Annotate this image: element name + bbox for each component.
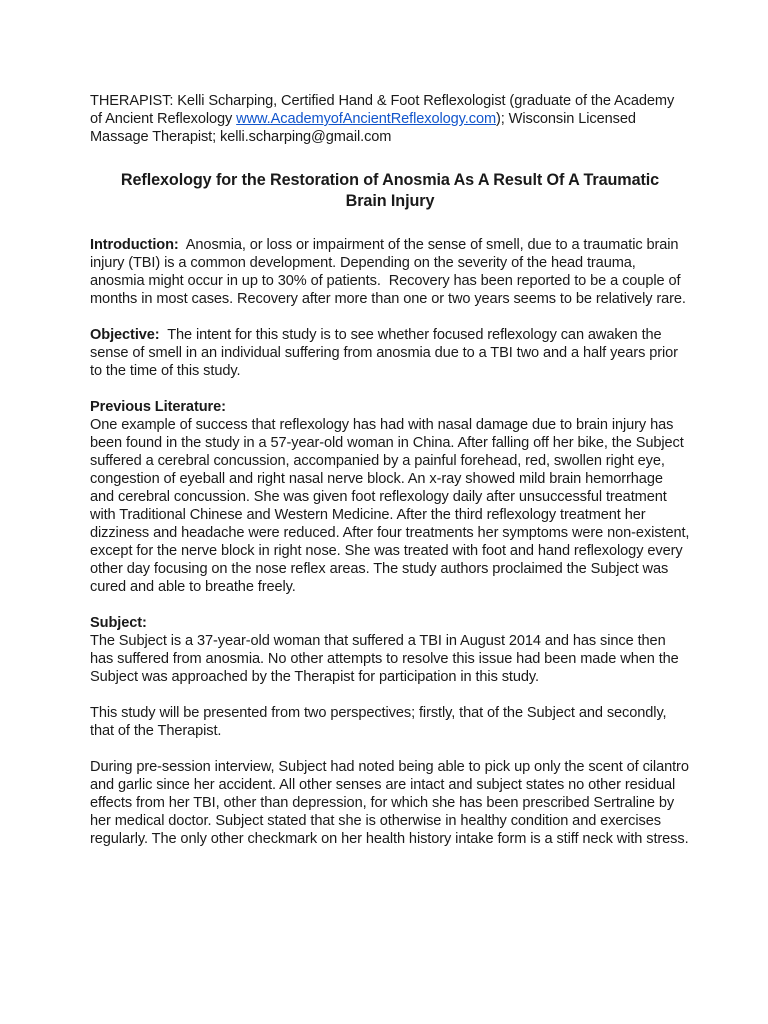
previous-literature-section — [90, 398, 690, 596]
introduction-text: Anosmia, or loss or impairment of the sense of smell, due to a traumatic brain injury (TBI) is a common development. Depending on the severity of the head trauma, anosmia might occur in up to 30% of patients. Recovery has been reported to be a couple of months in most cases. Recovery after more than one or two years seems to be relatively rare. — [90, 237, 686, 307]
previous-literature-heading: Previous Literature: — [90, 399, 226, 415]
previous-literature-text: One example of success that reflexology has had with nasal damage due to brain injury has been found in the study in a 57-year-old woman in China. After falling off her bike, the Subject suffered a cerebral concussion, accompanied by a painful forehead, red, swollen right eye, congestion of eyeball and right nasal nerve block. An x-ray showed mild brain hemorrhage and cerebral concussion. She was given foot reflexology daily after unsuccessful treatment with Traditional Chinese and Western Medicine. After the third reflexology treatment her dizziness and headache were reduced. After four treatments her symptoms were non-existent, except for the nerve block in right nose. She was treated with foot and hand reflexology every other day focusing on the nose reflex areas. The study authors proclaimed the Subject was cured and able to breathe freely. — [90, 417, 690, 595]
introduction-heading: Introduction: — [90, 237, 179, 253]
document-title: Reflexology for the Restoration of Anosmia As A Result Of A Traumatic Brain Injury — [120, 171, 660, 210]
objective-section — [90, 326, 690, 380]
therapist-info — [90, 92, 690, 146]
document-page — [90, 92, 690, 866]
subject-heading: Subject: — [90, 615, 147, 631]
subject-paragraph: This study will be presented from two perspectives; firstly, that of the Subject and secondly, that of the Therapist. — [90, 705, 667, 739]
subject-paragraph: During pre-session interview, Subject had noted being able to pick up only the scent of cilantro and garlic since her accident. All other senses are intact and subject states no other residual effects from her TBI, other than depression, for which she has been prescribed Sertraline by her medical doctor. Subject stated that she is otherwise in healthy condition and exercises regularly. The only other checkmark on her health history intake form is a stiff neck with stress. — [90, 759, 689, 847]
introduction-section — [90, 236, 690, 308]
perspectives-section — [90, 704, 690, 740]
interview-section — [90, 758, 690, 848]
subject-section — [90, 614, 690, 686]
therapist-info-suffix: ); Wisconsin Licensed Massage Therapist; kelli.scharping@gmail.com — [90, 111, 636, 145]
academy-link[interactable]: www.AcademyofAncientReflexology.com — [236, 111, 497, 127]
objective-heading: Objective: — [90, 327, 160, 343]
therapist-info-prefix: THERAPIST: Kelli Scharping, Certified Hand & Foot Reflexologist (graduate of the Academy of Ancient Reflexology — [90, 93, 675, 127]
subject-paragraph: The Subject is a 37-year-old woman that suffered a TBI in August 2014 and has since then has suffered from anosmia. No other attempts to resolve this issue had been made when the Subject was approached by the Therapist for participation in this study. — [90, 633, 679, 685]
objective-text: The intent for this study is to see whether focused reflexology can awaken the sense of smell in an individual suffering from anosmia due to a TBI two and a half years prior to the time of this study. — [90, 327, 682, 379]
